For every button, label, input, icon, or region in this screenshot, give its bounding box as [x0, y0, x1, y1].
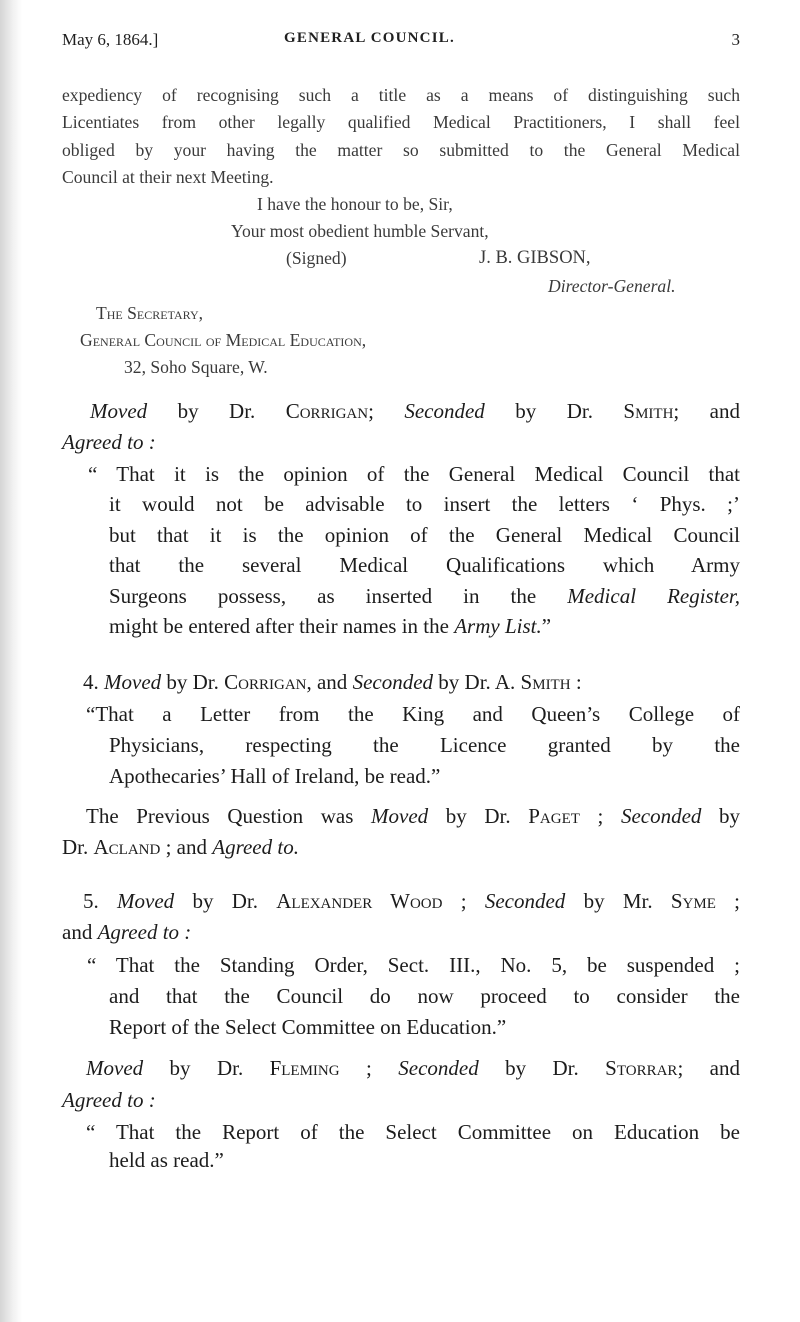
- text: , and: [306, 670, 353, 694]
- page-number: 3: [731, 30, 740, 49]
- address-block-3: [124, 354, 424, 381]
- signatory-name: J. B. GIBSON,: [479, 248, 591, 268]
- text: by Dr.: [174, 889, 277, 913]
- agreed-to: Agreed to :: [62, 430, 156, 454]
- text: ;: [442, 889, 485, 913]
- resolution-4-first: [86, 699, 740, 730]
- publication-title: Army List.: [454, 614, 542, 638]
- minute-agreed-6: [62, 1085, 462, 1116]
- text: The Previous Question was: [86, 804, 372, 828]
- minute-motion-1: [90, 396, 740, 427]
- agreed-to: Agreed to.: [212, 835, 299, 859]
- text: by Dr.: [428, 804, 529, 828]
- seconded-word: Seconded: [352, 670, 434, 694]
- address-block: [96, 300, 596, 327]
- resolution-line: “ That the Standing Order, Sect. III., No. 5, be suspended ;: [87, 953, 740, 977]
- resolution-6-first: [86, 1117, 740, 1148]
- text: might be entered after their names in the: [109, 614, 455, 638]
- text: ”: [541, 614, 552, 638]
- text: ; and: [160, 835, 213, 859]
- member-name: Corrigan: [285, 399, 369, 423]
- minute-motion-5: [83, 886, 740, 917]
- member-name: Smith: [520, 670, 571, 694]
- closing-line-2: Your most obedient humble Servant,: [231, 221, 489, 241]
- letter-body: [62, 82, 740, 191]
- resolution-line: and that the Council do now proceed to consider the: [109, 984, 740, 1008]
- page-spine-shadow: [0, 0, 22, 1322]
- resolution-5-first: [87, 950, 740, 981]
- text: by Dr. A.: [433, 670, 521, 694]
- text: by Mr.: [565, 889, 671, 913]
- text: and: [62, 920, 98, 944]
- seconded-word: Seconded: [404, 399, 485, 423]
- resolution-line: “ That it is the opinion of the General Medical Council that: [88, 462, 740, 486]
- resolution-line: it would not be advisable to insert the letters ‘ Phys. ;’: [109, 492, 740, 516]
- agreed-to: Agreed to :: [62, 1088, 156, 1112]
- text: by Dr.: [478, 1056, 606, 1080]
- member-name: Smith: [623, 399, 674, 423]
- moved-word: Moved: [86, 1056, 144, 1080]
- resolution-line: Physicians, respecting the Licence granted by the: [109, 733, 740, 757]
- header-running-title: GENERAL COUNCIL.: [284, 30, 455, 46]
- member-name: Acland: [93, 835, 161, 859]
- minute-agreed-5: [62, 917, 462, 948]
- text: ;: [579, 804, 621, 828]
- letter-line: Licentiates from other legally qualified Medical Practitioners, I shall feel: [62, 112, 740, 133]
- agreed-to: Agreed to :: [97, 920, 192, 944]
- moved-word: Moved: [117, 889, 175, 913]
- text: Dr.: [62, 835, 94, 859]
- resolution-1: [109, 489, 740, 642]
- publication-title: Medical Register,: [567, 583, 740, 608]
- text: by Dr.: [484, 399, 624, 423]
- minute-motion-6: [86, 1053, 740, 1084]
- signatory-title: Director-General.: [548, 276, 676, 296]
- letter-line: expediency of recognising such a title as a means of distinguishing such: [62, 85, 740, 105]
- signatory-title-block: [548, 273, 748, 300]
- resolution-line: Report of the Select Committee on Education.”: [109, 1014, 507, 1039]
- resolution-1-first: [88, 459, 740, 490]
- item-number: 4.: [83, 670, 104, 694]
- text: ; and: [673, 399, 741, 423]
- item-number: 5.: [83, 889, 118, 913]
- member-name: Paget: [528, 804, 580, 828]
- resolution-5: [109, 981, 740, 1042]
- address-block-2: [80, 327, 640, 354]
- member-name: Corrigan: [224, 670, 307, 694]
- letter-line: obliged by your having the matter so submitted to the General Medical: [62, 139, 740, 160]
- seconded-word: Seconded: [620, 804, 702, 828]
- text: ;: [715, 889, 740, 913]
- letter-closing-2: [231, 218, 731, 245]
- resolution-4: [109, 730, 740, 791]
- address-line-2: General Council of Medical Education,: [80, 330, 367, 350]
- text: ; and: [677, 1056, 740, 1080]
- signature-block: [286, 245, 746, 272]
- address-line-3: 32, Soho Square, W.: [124, 357, 268, 377]
- resolution-line: that the several Medical Qualifications which Army: [109, 553, 740, 577]
- text: :: [570, 670, 582, 694]
- member-name: Storrar: [605, 1056, 678, 1080]
- text: by Dr.: [143, 1056, 270, 1080]
- resolution-line: “That a Letter from the King and Queen’s College of: [86, 702, 740, 726]
- address-line-1: The Secretary,: [96, 303, 204, 323]
- minute-motion-4: [83, 667, 743, 698]
- text: ;: [339, 1056, 399, 1080]
- closing-line-1: I have the honour to be, Sir,: [257, 194, 453, 214]
- moved-word: Moved: [90, 399, 148, 423]
- letter-closing: [257, 191, 737, 218]
- letter-line: Council at their next Meeting.: [62, 166, 274, 187]
- moved-word: Moved: [371, 804, 429, 828]
- resolution-line: held as read.”: [109, 1148, 224, 1172]
- text: by Dr.: [147, 399, 286, 423]
- signed-label: (Signed): [286, 248, 347, 268]
- member-name: Fleming: [269, 1056, 340, 1080]
- running-header: [62, 30, 740, 54]
- text: by Dr.: [161, 670, 225, 694]
- resolution-6: [109, 1145, 740, 1176]
- text: Surgeons possess, as inserted in the: [109, 583, 568, 608]
- resolution-line: Apothecaries’ Hall of Ireland, be read.”: [109, 763, 441, 788]
- text: by: [701, 804, 741, 828]
- member-name: Alexander: [276, 889, 373, 913]
- member-name: Syme: [670, 889, 716, 913]
- resolution-line: but that it is the opinion of the General Medical Council: [109, 522, 740, 547]
- moved-word: Moved: [104, 670, 162, 694]
- previous-question: [86, 801, 740, 832]
- seconded-word: Seconded: [484, 889, 566, 913]
- text: ;: [368, 399, 405, 423]
- previous-question-2: [62, 832, 662, 863]
- member-name: Wood: [372, 889, 443, 913]
- minute-agreed-1: [62, 427, 462, 458]
- resolution-line: “ That the Report of the Select Committee on Education be: [86, 1120, 740, 1144]
- header-date: May 6, 1864.]: [62, 30, 159, 49]
- seconded-word: Seconded: [398, 1056, 479, 1080]
